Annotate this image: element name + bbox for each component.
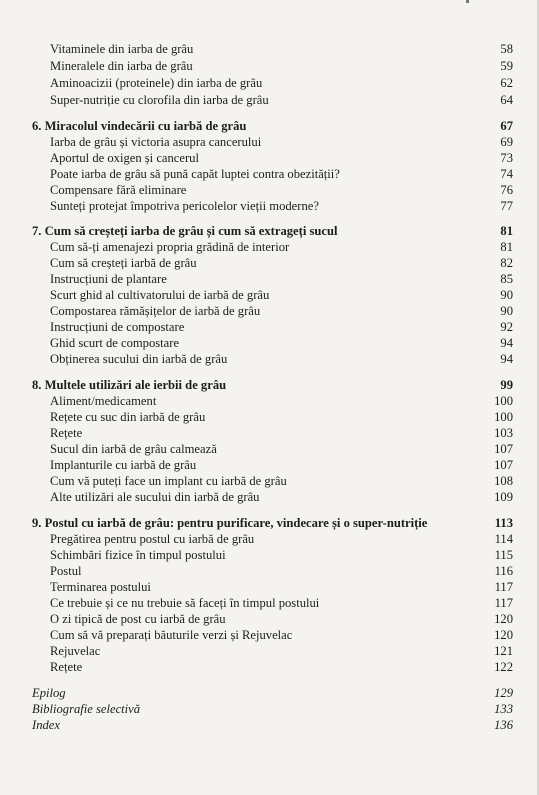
toc-entry [0, 531, 539, 548]
toc-entry [0, 457, 539, 474]
toc-entry-title: Rețete cu suc din iarbă de grâu [50, 410, 206, 424]
toc-entry-title: Rețete [50, 426, 83, 440]
toc-entry [0, 255, 539, 272]
toc-entry-page: 90 [500, 288, 513, 302]
toc-entry-page: 100 [494, 410, 513, 424]
toc-entry [0, 287, 539, 304]
toc-entry-page: 117 [494, 580, 513, 594]
toc-entry [0, 473, 539, 490]
toc-entry [0, 489, 539, 506]
toc-entry-page: 129 [494, 686, 513, 700]
toc-entry-page: 120 [494, 628, 513, 642]
toc-entry-title: Super-nutriție cu clorofila din iarba de grâu [50, 93, 269, 107]
toc-back-matter [0, 717, 539, 734]
toc-entry-title: Aportul de oxigen și cancerul [50, 151, 199, 165]
toc-entry [0, 92, 539, 109]
toc-entry-title: Epilog [32, 686, 66, 700]
toc-entry-page: 108 [494, 474, 513, 488]
toc-entry-page: 62 [500, 76, 513, 90]
toc-entry [0, 166, 539, 183]
toc-entry [0, 441, 539, 458]
toc-entry-title: Compostarea rămășițelor de iarbă de grâu [50, 304, 261, 318]
toc-entry [0, 425, 539, 442]
toc-back-matter [0, 685, 539, 702]
toc-entry [0, 198, 539, 215]
toc-entry [0, 41, 539, 58]
toc-entry-page: 114 [494, 532, 513, 546]
toc-entry [0, 351, 539, 368]
toc-entry-title: Terminarea postului [50, 580, 151, 594]
toc-entry-title: Instrucțiuni de plantare [50, 272, 167, 286]
toc-entry-page: 82 [500, 256, 513, 270]
toc-entry-title: Cum să creșteți iarbă de grâu [50, 256, 197, 270]
toc-entry-page: 94 [500, 336, 513, 350]
toc-entry-page: 81 [500, 240, 513, 254]
toc-entry-page: 73 [500, 151, 513, 165]
toc-entry-page: 109 [494, 490, 513, 504]
toc-entry [0, 393, 539, 410]
toc-entry-title: Cum să-ți amenajezi propria grădină de interior [50, 240, 290, 254]
toc-entry-title: 8. Multele utilizări ale ierbii de grâu [32, 378, 227, 392]
toc-entry-page: 120 [494, 612, 513, 626]
toc-entry-title: Aliment/medicament [50, 394, 157, 408]
toc-entry-title: Compensare fără eliminare [50, 183, 187, 197]
toc-entry [0, 182, 539, 199]
toc-chapter [0, 118, 539, 135]
toc-entry-title: Sucul din iarbă de grâu calmează [50, 442, 217, 456]
toc-entry [0, 579, 539, 596]
toc-entry [0, 239, 539, 256]
toc-entry-title: Ce trebuie și ce nu trebuie să faceți în timpul postului [50, 596, 320, 610]
toc-entry [0, 409, 539, 426]
toc-entry-page: 115 [494, 548, 513, 562]
toc-entry-title: Ghid scurt de compostare [50, 336, 180, 350]
toc-entry-page: 85 [500, 272, 513, 286]
page-edge-mark [466, 0, 469, 3]
toc-entry-page: 92 [500, 320, 513, 334]
toc-entry-title: Cum să vă preparați băuturile verzi și Rejuvelac [50, 628, 293, 642]
toc-entry-title: 9. Postul cu iarbă de grâu: pentru purificare, vindecare și o super-nutriție [32, 516, 428, 530]
toc-entry-page: 64 [500, 93, 513, 107]
toc-entry [0, 58, 539, 75]
toc-entry [0, 75, 539, 92]
toc-entry [0, 643, 539, 660]
toc-entry [0, 595, 539, 612]
toc-entry-page: 136 [494, 718, 513, 732]
toc-entry-title: Iarba de grâu și victoria asupra cancerului [50, 135, 262, 149]
toc-chapter [0, 377, 539, 394]
toc-back-matter [0, 701, 539, 718]
toc-entry-title: 7. Cum să creșteți iarba de grâu și cum să extrageți sucul [32, 224, 338, 238]
toc-entry [0, 319, 539, 336]
toc-entry-page: 103 [494, 426, 513, 440]
toc-entry-title: Schimbări fizice în timpul postului [50, 548, 226, 562]
toc-entry-page: 116 [494, 564, 513, 578]
toc-entry-page: 81 [500, 224, 513, 238]
toc-entry-page: 107 [494, 442, 513, 456]
toc-entry-page: 100 [494, 394, 513, 408]
toc-entry-page: 117 [494, 596, 513, 610]
toc-entry-page: 74 [500, 167, 513, 181]
toc-entry-title: Obținerea sucului din iarbă de grâu [50, 352, 228, 366]
toc-entry-title: Rejuvelac [50, 644, 101, 658]
toc-entry-page: 133 [494, 702, 513, 716]
toc-entry-page: 113 [494, 516, 513, 530]
toc-chapter [0, 515, 539, 532]
toc-entry [0, 611, 539, 628]
toc-entry-title: Alte utilizări ale sucului din iarbă de grâu [50, 490, 260, 504]
toc-chapter [0, 223, 539, 240]
toc-entry [0, 627, 539, 644]
toc-entry [0, 659, 539, 676]
toc-entry-page: 90 [500, 304, 513, 318]
toc-entry-title: Poate iarba de grâu să pună capăt luptei contra obezității? [50, 167, 340, 181]
toc-entry-page: 94 [500, 352, 513, 366]
toc-entry [0, 134, 539, 151]
toc-entry [0, 303, 539, 320]
toc-entry-page: 67 [500, 119, 513, 133]
toc-entry-title: Aminoacizii (proteinele) din iarba de grâu [50, 76, 263, 90]
toc-entry-page: 122 [494, 660, 513, 674]
toc-entry-page: 69 [500, 135, 513, 149]
toc-entry-page: 76 [500, 183, 513, 197]
toc-entry-title: Scurt ghid al cultivatorului de iarbă de grâu [50, 288, 270, 302]
toc-entry [0, 547, 539, 564]
toc-entry-title: O zi tipică de post cu iarbă de grâu [50, 612, 226, 626]
toc-entry-title: Pregătirea pentru postul cu iarbă de grâu [50, 532, 255, 546]
toc-entry-title: Index [32, 718, 60, 732]
toc-entry-title: Vitaminele din iarba de grâu [50, 42, 194, 56]
toc-entry-page: 107 [494, 458, 513, 472]
toc-entry-page: 121 [494, 644, 513, 658]
toc-entry-page: 77 [500, 199, 513, 213]
toc-entry [0, 335, 539, 352]
toc-entry [0, 150, 539, 167]
toc-entry-page: 58 [500, 42, 513, 56]
toc-entry-title: Mineralele din iarba de grâu [50, 59, 193, 73]
toc-entry-page: 99 [500, 378, 513, 392]
toc-entry-title: Implanturile cu iarbă de grâu [50, 458, 197, 472]
toc-entry-title: Instrucțiuni de compostare [50, 320, 185, 334]
toc-entry-title: Sunteți protejat împotriva pericolelor vieții moderne? [50, 199, 319, 213]
toc-entry-page: 59 [500, 59, 513, 73]
toc-entry-title: 6. Miracolul vindecării cu iarbă de grâu [32, 119, 247, 133]
toc-entry [0, 271, 539, 288]
toc-entry-title: Bibliografie selectivă [32, 702, 141, 716]
toc-entry-title: Cum vă puteți face un implant cu iarbă de grâu [50, 474, 287, 488]
toc-entry-title: Postul [50, 564, 82, 578]
toc-entry [0, 563, 539, 580]
toc-entry-title: Rețete [50, 660, 83, 674]
